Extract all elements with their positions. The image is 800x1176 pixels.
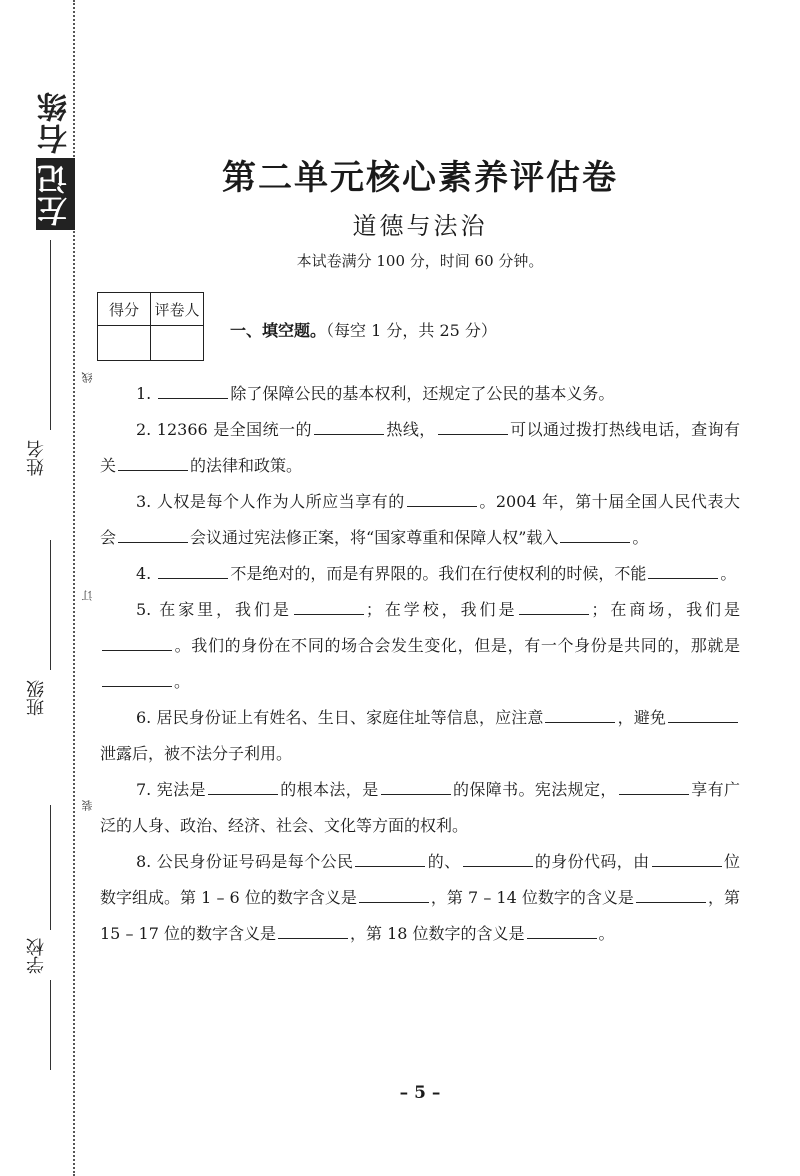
- answer-blank[interactable]: [407, 492, 477, 507]
- question-1: [100, 376, 740, 412]
- question-text: 位数字组成。第 1 – 6 位的数字含义是: [100, 852, 740, 907]
- answer-blank[interactable]: [118, 456, 188, 471]
- question-text: 3. 人权是每个人作为人所应当享有的: [136, 492, 405, 511]
- question-text: ，第 18 位数字的含义是: [349, 924, 525, 943]
- question-text: ；在商场，我们是: [591, 600, 740, 619]
- grader-cell: [151, 326, 204, 361]
- name-line: [50, 240, 51, 430]
- brand-part-2: 右练: [38, 90, 73, 154]
- score-cell: [98, 326, 151, 361]
- question-text: 7. 宪法是: [136, 780, 206, 799]
- question-text: 的根本法，是: [279, 780, 379, 799]
- answer-blank[interactable]: [519, 600, 589, 615]
- answer-blank[interactable]: [278, 924, 348, 939]
- brand-part-1: 左记: [36, 158, 75, 230]
- class-line: [50, 540, 51, 670]
- question-2: [100, 412, 740, 484]
- question-text: 的、: [427, 852, 461, 871]
- name-label: 姓名: [26, 440, 47, 476]
- section-detail: （每空 1 分，共 25 分）: [326, 321, 497, 340]
- answer-blank[interactable]: [438, 420, 508, 435]
- question-8: [100, 844, 740, 952]
- cut-mark-line: 线: [81, 372, 94, 383]
- question-text: 泄露后，被不法分子利用。: [100, 744, 293, 763]
- answer-blank[interactable]: [102, 636, 172, 651]
- answer-blank[interactable]: [652, 852, 722, 867]
- answer-blank[interactable]: [381, 780, 451, 795]
- page-number: – 5 –: [399, 1083, 441, 1103]
- question-text: 可以通过拨打热线电话，查询有关: [100, 420, 740, 475]
- question-text: 热线，: [385, 420, 436, 439]
- question-text: 的保障书。宪法规定，: [452, 780, 617, 799]
- question-text: 的法律和政策。: [190, 456, 303, 475]
- answer-blank[interactable]: [636, 888, 706, 903]
- question-list: [100, 376, 740, 952]
- question-7: [100, 772, 740, 844]
- question-text: 的身份代码，由: [534, 852, 650, 871]
- question-3: [100, 484, 740, 556]
- question-text: 8. 公民身份证号码是每个公民: [136, 852, 354, 871]
- answer-blank[interactable]: [314, 420, 384, 435]
- answer-blank[interactable]: [359, 888, 429, 903]
- answer-blank[interactable]: [668, 708, 738, 723]
- score-table: [97, 292, 204, 361]
- school-line: [50, 805, 51, 930]
- question-text: 2. 12366 是全国统一的: [136, 420, 312, 439]
- question-text: ，避免: [617, 708, 666, 727]
- cut-mark-staple: 装: [81, 800, 94, 811]
- question-5: [100, 592, 740, 700]
- score-header: 得分: [98, 293, 151, 326]
- grader-header: 评卷人: [151, 293, 204, 326]
- answer-blank[interactable]: [463, 852, 533, 867]
- question-text: ，第 15 – 17 位的数字含义是: [100, 888, 740, 943]
- answer-blank[interactable]: [545, 708, 615, 723]
- answer-blank[interactable]: [158, 384, 228, 399]
- question-text: 不是绝对的，而是有界限的。我们在行使权利的时候，不能: [230, 564, 647, 583]
- section-heading: [230, 318, 497, 341]
- question-text: 。: [720, 564, 737, 583]
- question-text: 会议通过宪法修正案，将“国家尊重和保障人权”载入: [190, 528, 559, 547]
- subject-title: 道德与法治: [352, 212, 488, 240]
- answer-blank[interactable]: [158, 564, 228, 579]
- answer-blank[interactable]: [118, 528, 188, 543]
- question-text: 4.: [136, 564, 157, 583]
- question-6: [100, 700, 740, 772]
- section-title: 一、填空题。: [230, 321, 327, 340]
- brand-logo: [34, 86, 73, 230]
- answer-blank[interactable]: [208, 780, 278, 795]
- answer-blank[interactable]: [294, 600, 364, 615]
- question-text: 1.: [136, 384, 157, 403]
- school-label: 学校: [26, 938, 47, 974]
- question-text: 。: [598, 924, 615, 943]
- answer-blank[interactable]: [648, 564, 718, 579]
- question-text: 6. 居民身份证上有姓名、生日、家庭住址等信息，应注意: [136, 708, 544, 727]
- answer-blank[interactable]: [527, 924, 597, 939]
- page-title: 第二单元核心素养评估卷: [222, 158, 618, 198]
- exam-note: 本试卷满分 100 分，时间 60 分钟。: [296, 252, 544, 270]
- question-text: 。2004 年，第十届全国人民代表大会: [100, 492, 740, 547]
- answer-blank[interactable]: [355, 852, 425, 867]
- question-text: 享有广泛的人身、政治、经济、社会、文化等方面的权利。: [100, 780, 740, 835]
- answer-blank[interactable]: [619, 780, 689, 795]
- school-line-lower: [50, 980, 51, 1070]
- question-text: 。: [174, 672, 191, 691]
- class-label: 班级: [26, 680, 47, 716]
- question-4: [100, 556, 740, 592]
- answer-blank[interactable]: [560, 528, 630, 543]
- question-text: 5. 在家里，我们是: [136, 600, 292, 619]
- question-text: 。: [632, 528, 649, 547]
- cut-mark-bind: 订: [81, 590, 94, 601]
- question-text: 除了保障公民的基本权利，还规定了公民的基本义务。: [230, 384, 615, 403]
- answer-blank[interactable]: [102, 672, 172, 687]
- question-text: ；在学校，我们是: [365, 600, 518, 619]
- question-text: ，第 7 – 14 位数字的含义是: [430, 888, 634, 907]
- question-text: 。我们的身份在不同的场合会发生变化，但是，有一个身份是共同的，那就是: [174, 636, 740, 655]
